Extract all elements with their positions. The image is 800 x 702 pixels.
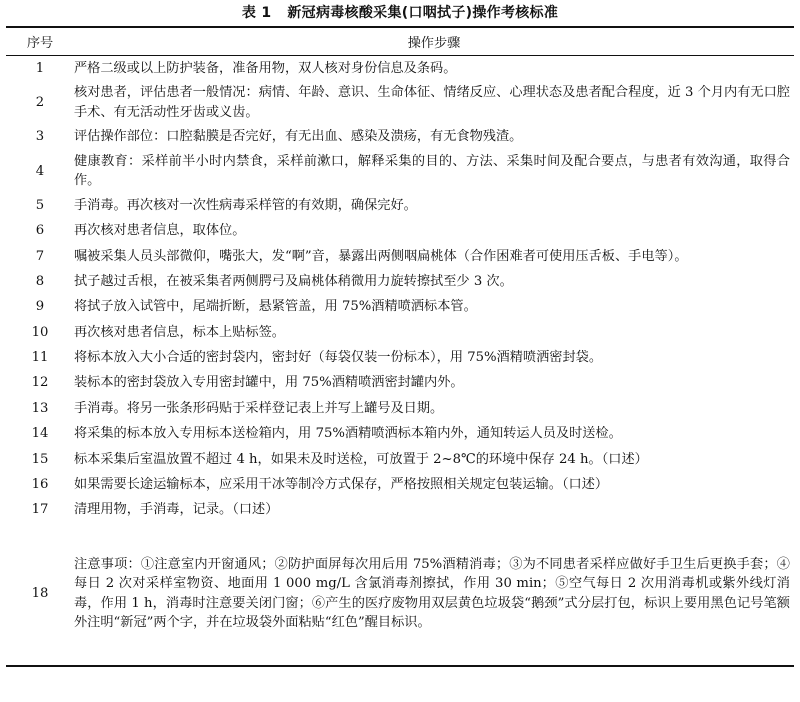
row-number: 6: [35, 223, 45, 239]
row-number: 4: [35, 163, 45, 179]
table-row: [6, 345, 794, 370]
row-number: 2: [35, 95, 45, 111]
row-number: 1: [35, 60, 45, 76]
assessment-table: [6, 26, 794, 667]
table-row: [6, 447, 794, 472]
row-number: 11: [31, 350, 49, 366]
row-step: 健康教育：采样前半小时内禁食，采样前漱口，解释采集的目的、方法、采集时间及配合要点，与患者有效沟通，取得合作。: [74, 153, 790, 189]
row-step: 手消毒。将另一张条形码贴于采样登记表上并写上罐号及日期。: [74, 400, 444, 416]
row-step: 注意事项：①注意室内开窗通风；②防护面屏每次用后用 75%酒精消毒；③为不同患者采样应做好手卫生后更换手套；④每日 2 次对采样室物资、地面用 1 000 mg/L 含氯消毒剂擦拭，作用 30 min；⑤空气每日 2 次用消毒机或紫外线灯消毒，作用 1 h，消毒时注意要关闭门窗；⑥产生的医疗废物用双层黄色垃圾袋“鹅颈”式分层打包，标识上要用黑色记号笔额外注明“新冠”两个字，并在垃圾袋外面粘贴“红色”醒目标识。: [74, 523, 794, 666]
table-row: [6, 497, 794, 522]
row-step: 再次核对患者信息，取体位。: [74, 223, 246, 239]
row-step: 将拭子放入试管中，尾端折断，悬紧管盖，用 75%酒精喷洒标本管。: [74, 299, 477, 315]
table-title: 新冠病毒核酸采集(口咽拭子)操作考核标准: [287, 5, 559, 21]
row-step: 手消毒。再次核对一次性病毒采样管的有效期，确保完好。: [74, 197, 417, 213]
table-row: [6, 320, 794, 345]
table-row: [6, 269, 794, 294]
table-row: [6, 371, 794, 396]
row-step: 将标本放入大小合适的密封袋内，密封好（每袋仅装一份标本），用 75%酒精喷洒密封袋。: [74, 350, 603, 366]
row-number: 5: [35, 197, 45, 213]
table-row: [6, 124, 794, 149]
row-step: 嘱被采集人员头部微仰，嘴张大，发“啊”音，暴露出两侧咽扁桃体（合作困难者可使用压舌板、手电等）。: [74, 248, 688, 264]
table-row: [6, 421, 794, 446]
row-step: 核对患者，评估患者一般情况：病情、年龄、意识、生命体征、情绪反应、心理状态及患者配合程度，近 3 个月内有无口腔手术、有无活动性牙齿或义齿。: [74, 85, 790, 120]
table-number: 表 1: [241, 5, 272, 21]
row-number: 3: [35, 129, 45, 145]
row-step: 标本采集后室温放置不超过 4 h，如果未及时送检，可放置于 2~8℃的环境中保存 24 h。（口述）: [74, 451, 648, 467]
row-number: 18: [6, 523, 74, 666]
row-step: 将采集的标本放入专用标本送检箱内，用 75%酒精喷洒标本箱内外，通知转运人员及时送检。: [74, 426, 622, 442]
table-header-row: [6, 27, 794, 56]
row-step: 如果需要长途运输标本，应采用干冰等制冷方式保存，严格按照相关规定包装运输。（口述）: [74, 477, 609, 493]
table-row: [6, 523, 794, 666]
header-num: 序号: [6, 27, 74, 56]
row-number: 16: [31, 477, 49, 493]
table-row: [6, 218, 794, 243]
row-step: 评估操作部位：口腔黏膜是否完好，有无出血、感染及溃疡，有无食物残渣。: [74, 129, 523, 145]
table-row: [6, 193, 794, 218]
row-step: 再次核对患者信息，标本上贴标签。: [74, 324, 285, 340]
table-row: [6, 396, 794, 421]
header-step: 操作步骤: [74, 27, 794, 56]
table-row: [6, 81, 794, 124]
table-row: [6, 472, 794, 497]
row-step: 严格二级或以上防护装备，准备用物，双人核对身份信息及条码。: [74, 60, 457, 76]
row-number: 15: [31, 451, 49, 467]
table-row: [6, 244, 794, 269]
row-step: 拭子越过舌根，在被采集者两侧腭弓及扁桃体稍微用力旋转擦拭至少 3 次。: [74, 273, 513, 289]
row-number: 14: [31, 426, 49, 442]
row-number: 7: [35, 248, 45, 264]
table-row: [6, 294, 794, 319]
table-row: [6, 56, 794, 82]
row-number: 8: [35, 273, 45, 289]
row-number: 17: [31, 502, 49, 518]
table-caption: [6, 0, 794, 26]
row-number: 9: [35, 299, 45, 315]
row-step: 清理用物，手消毒，记录。（口述）: [74, 502, 279, 518]
row-step: 装标本的密封袋放入专用密封罐中，用 75%酒精喷洒密封罐内外。: [74, 375, 464, 391]
table-row: [6, 150, 794, 193]
row-number: 12: [31, 375, 49, 391]
row-number: 10: [31, 324, 49, 340]
row-number: 13: [31, 400, 49, 416]
